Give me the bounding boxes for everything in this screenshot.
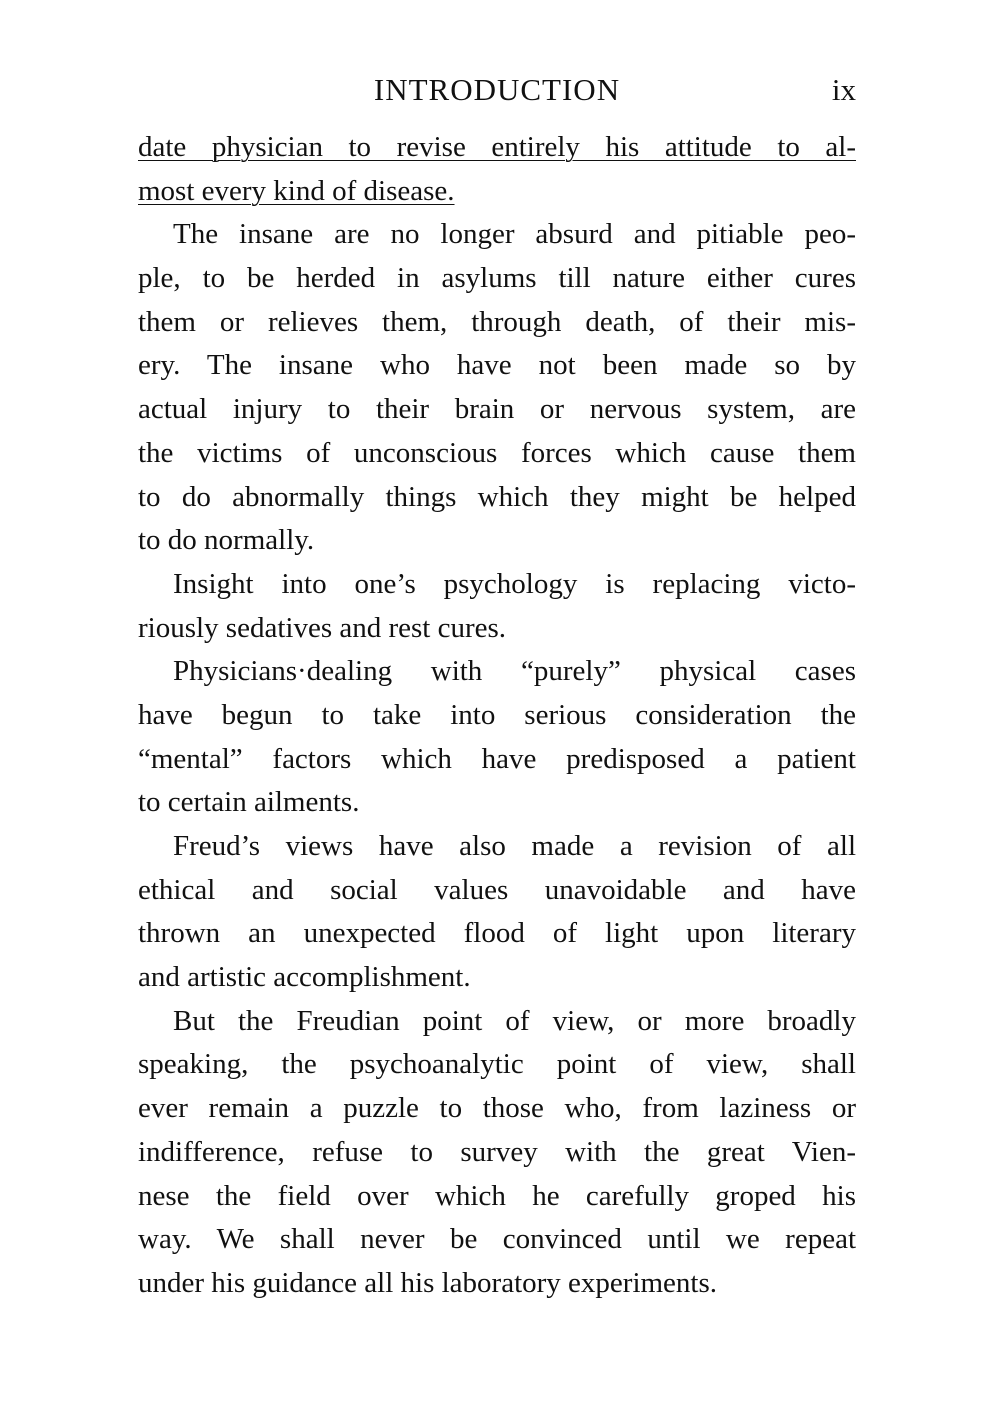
text-line: The insane are no longer absurd and pitiable peo- xyxy=(173,218,856,251)
paragraph-2 xyxy=(138,213,856,563)
paragraph-4 xyxy=(138,650,856,825)
text-line: nese the field over which he carefully groped his xyxy=(138,1179,856,1212)
text-line: under his guidance all his laboratory experiments. xyxy=(138,1266,718,1299)
text-line: to certain ailments. xyxy=(138,786,360,819)
text-line: actual injury to their brain or nervous system, are xyxy=(138,393,856,426)
text-line: Insight into one’s psychology is replacing victo- xyxy=(173,567,856,600)
text-line: indifference, refuse to survey with the great Vien- xyxy=(138,1135,856,1168)
text-line: to do normally. xyxy=(138,524,315,557)
text-line: speaking, the psychoanalytic point of view, shall xyxy=(138,1048,856,1081)
text-line: thrown an unexpected flood of light upon literary xyxy=(138,917,856,950)
text-line: ery. The insane who have not been made so by xyxy=(138,349,856,382)
paragraph-1 xyxy=(138,126,856,213)
text-line: ethical and social values unavoidable and have xyxy=(138,873,856,906)
body-text xyxy=(138,126,856,1306)
paragraph-6 xyxy=(138,1000,856,1306)
text-line: ever remain a puzzle to those who, from laziness or xyxy=(138,1092,856,1125)
text-line: the victims of unconscious forces which cause them xyxy=(138,436,856,469)
page-header xyxy=(138,68,856,112)
paragraph-3 xyxy=(138,563,856,650)
text-line: “mental” factors which have predisposed a patient xyxy=(138,742,856,775)
page-number: ix xyxy=(831,72,856,107)
text-line: But the Freudian point of view, or more broadly xyxy=(173,1004,856,1037)
text-line: Freud’s views have also made a revision of all xyxy=(173,830,856,862)
text-line: ple, to be herded in asylums till nature either cures xyxy=(138,262,856,295)
text-line: have begun to take into serious consideration the xyxy=(138,698,856,731)
text-line: most every kind of disease. xyxy=(138,174,455,207)
text-line: date physician to revise entirely his attitude to al- xyxy=(138,131,856,163)
text-line: them or relieves them, through death, of their mis- xyxy=(138,305,856,338)
text-line: to do abnormally things which they might be helped xyxy=(138,480,856,513)
text-line: riously sedatives and rest cures. xyxy=(138,611,507,644)
text-line: Physicians·dealing with “purely” physical cases xyxy=(173,655,856,688)
text-line: and artistic accomplishment. xyxy=(138,961,471,994)
paragraph-5 xyxy=(138,825,856,1000)
running-title: INTRODUCTION xyxy=(373,72,621,107)
text-line: way. We shall never be convinced until we repeat xyxy=(138,1223,856,1256)
